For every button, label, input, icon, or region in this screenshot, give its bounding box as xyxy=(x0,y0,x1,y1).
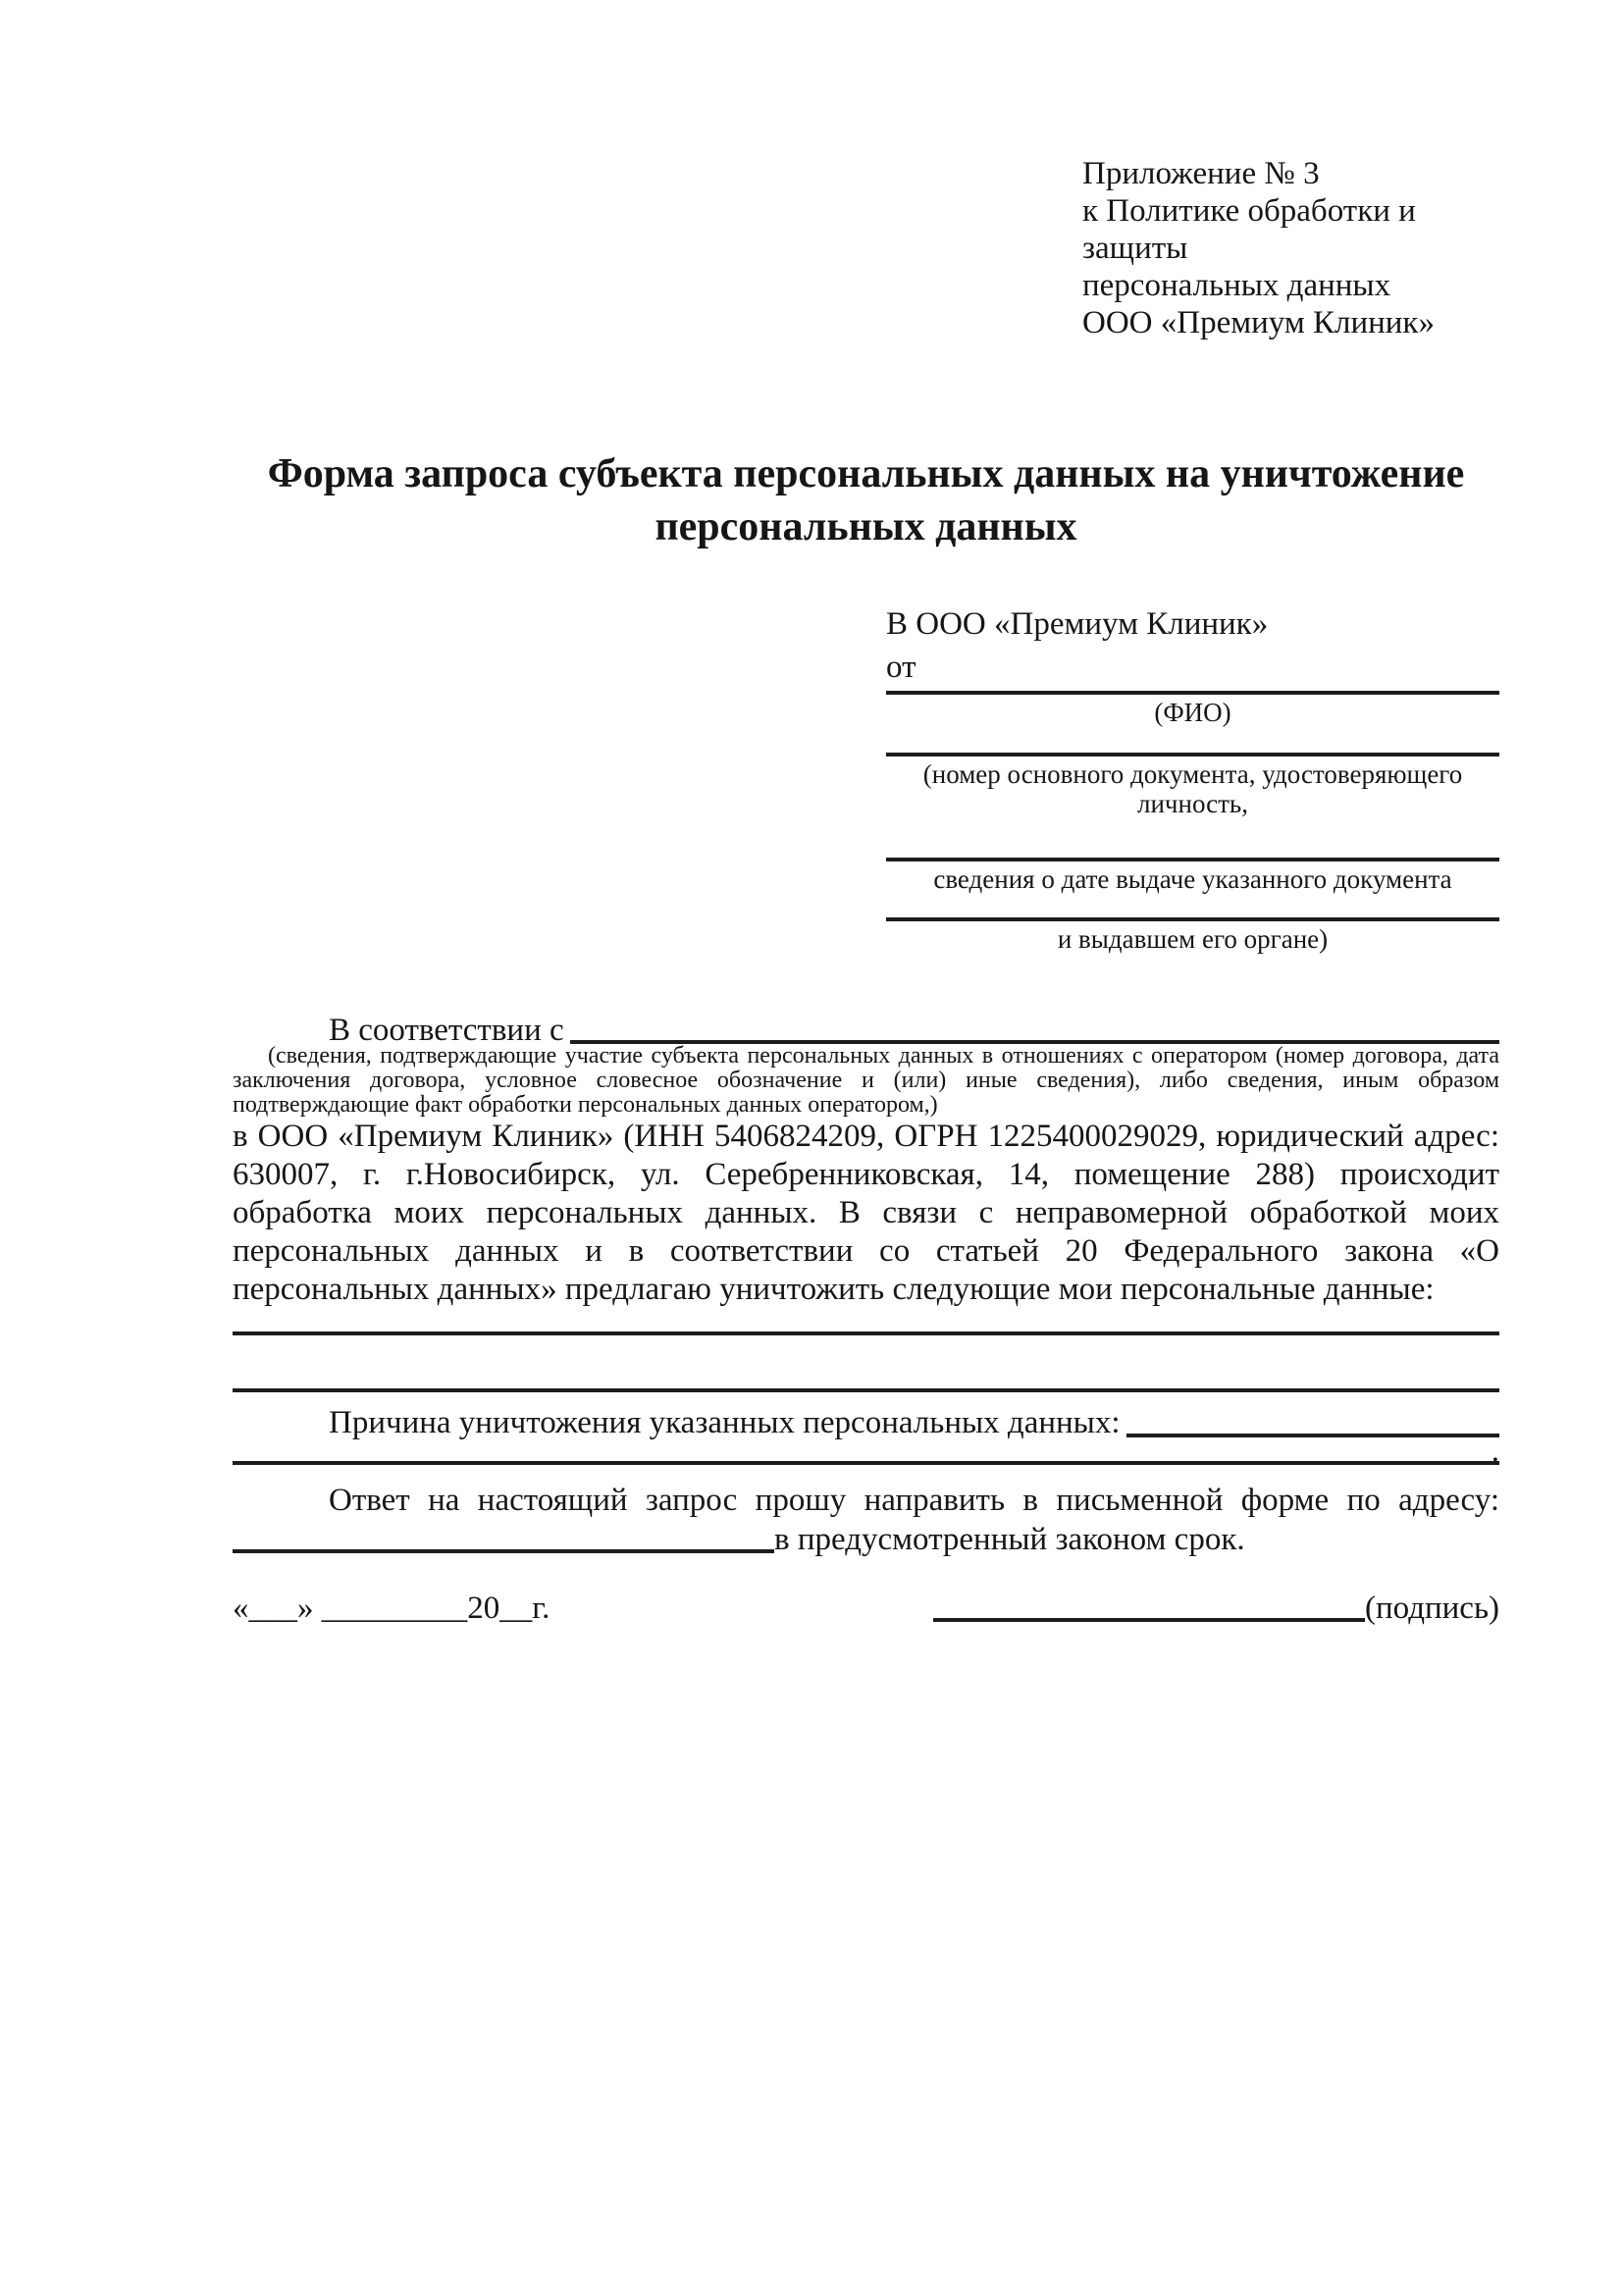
document-content xyxy=(233,155,1499,1630)
response-address-row xyxy=(233,1520,1499,1559)
appendix-line: Приложение № 3 xyxy=(1082,156,1320,191)
appendix-note xyxy=(1082,155,1499,341)
personal-data-blank-line-1 xyxy=(233,1309,1499,1335)
date-line: «___» _________20__г. xyxy=(233,1591,550,1626)
explanatory-note: (сведения, подтверждающие участие субъекта персональных данных в отношениях с оператором (номер договора, дата заключения договора, условное словесное обозначение и (или) иные сведения), либо сведения, иным образом подтверждающие факт обработки персональных данных оператором,) xyxy=(233,1043,1499,1118)
issuing-authority-blank-line xyxy=(886,894,1499,921)
reason-blank-line xyxy=(1126,1402,1499,1437)
fio-caption: (ФИО) xyxy=(1154,698,1231,727)
document-title-line1: Форма запроса субъекта персональных данных на уничтожение xyxy=(267,451,1465,496)
response-tail: в предусмотренный законом срок. xyxy=(774,1522,1245,1557)
id-document-caption: (номер основного документа, удостоверяющего личность, xyxy=(922,759,1463,818)
document-title-line2: персональных данных xyxy=(654,504,1077,549)
addressee-from-label: от xyxy=(886,650,916,685)
address-blank-line xyxy=(233,1520,774,1553)
document-title xyxy=(233,447,1499,553)
addressee-block xyxy=(886,602,1499,954)
addressee-to: В ООО «Премиум Клиник» xyxy=(886,606,1269,642)
reason-label: Причина уничтожения указанных персональных данных: xyxy=(329,1405,1121,1440)
issue-date-caption: сведения о дате выдаче указанного документа xyxy=(933,864,1452,894)
reason-blank-line-2 xyxy=(233,1434,1499,1469)
accordance-prefix: В соответствии с xyxy=(329,1013,564,1048)
footer-row xyxy=(233,1587,1499,1630)
signature-group xyxy=(933,1587,1499,1630)
personal-data-blank-line-2 xyxy=(233,1335,1499,1392)
issuing-authority-caption: и выдавшем его органе) xyxy=(1057,924,1329,954)
id-document-blank-line xyxy=(886,727,1499,757)
signature-blank-line xyxy=(933,1618,1365,1622)
appendix-line: к Политике обработки и защиты xyxy=(1082,193,1416,266)
reason-line-period: . xyxy=(1491,1434,1499,1469)
main-paragraph: в ООО «Премиум Клиник» (ИНН 5406824209, ОГРН 1225400029029, юридический адрес: 630007, г. г.Новосибирск, ул. Серебренниковская, 14, помещение 288) происходит обработка моих персональных данных. В связи с неправомерной обработкой моих персональных данных и в соответствии со статьей 20 Федерального закона «О персональных данных» предлагаю уничтожить следующие мои персональные данные: xyxy=(233,1119,1499,1307)
accordance-blank-line xyxy=(570,1011,1499,1044)
appendix-line: персональных данных xyxy=(1082,268,1391,303)
response-request: Ответ на настоящий запрос прошу направить в письменной форме по адресу: xyxy=(329,1483,1499,1518)
signature-caption: (подпись) xyxy=(1365,1591,1499,1626)
fio-blank-line xyxy=(886,689,1499,695)
reason-row xyxy=(233,1402,1499,1443)
appendix-line: ООО «Премиум Клиник» xyxy=(1082,305,1435,340)
issue-date-blank-line xyxy=(886,818,1499,861)
